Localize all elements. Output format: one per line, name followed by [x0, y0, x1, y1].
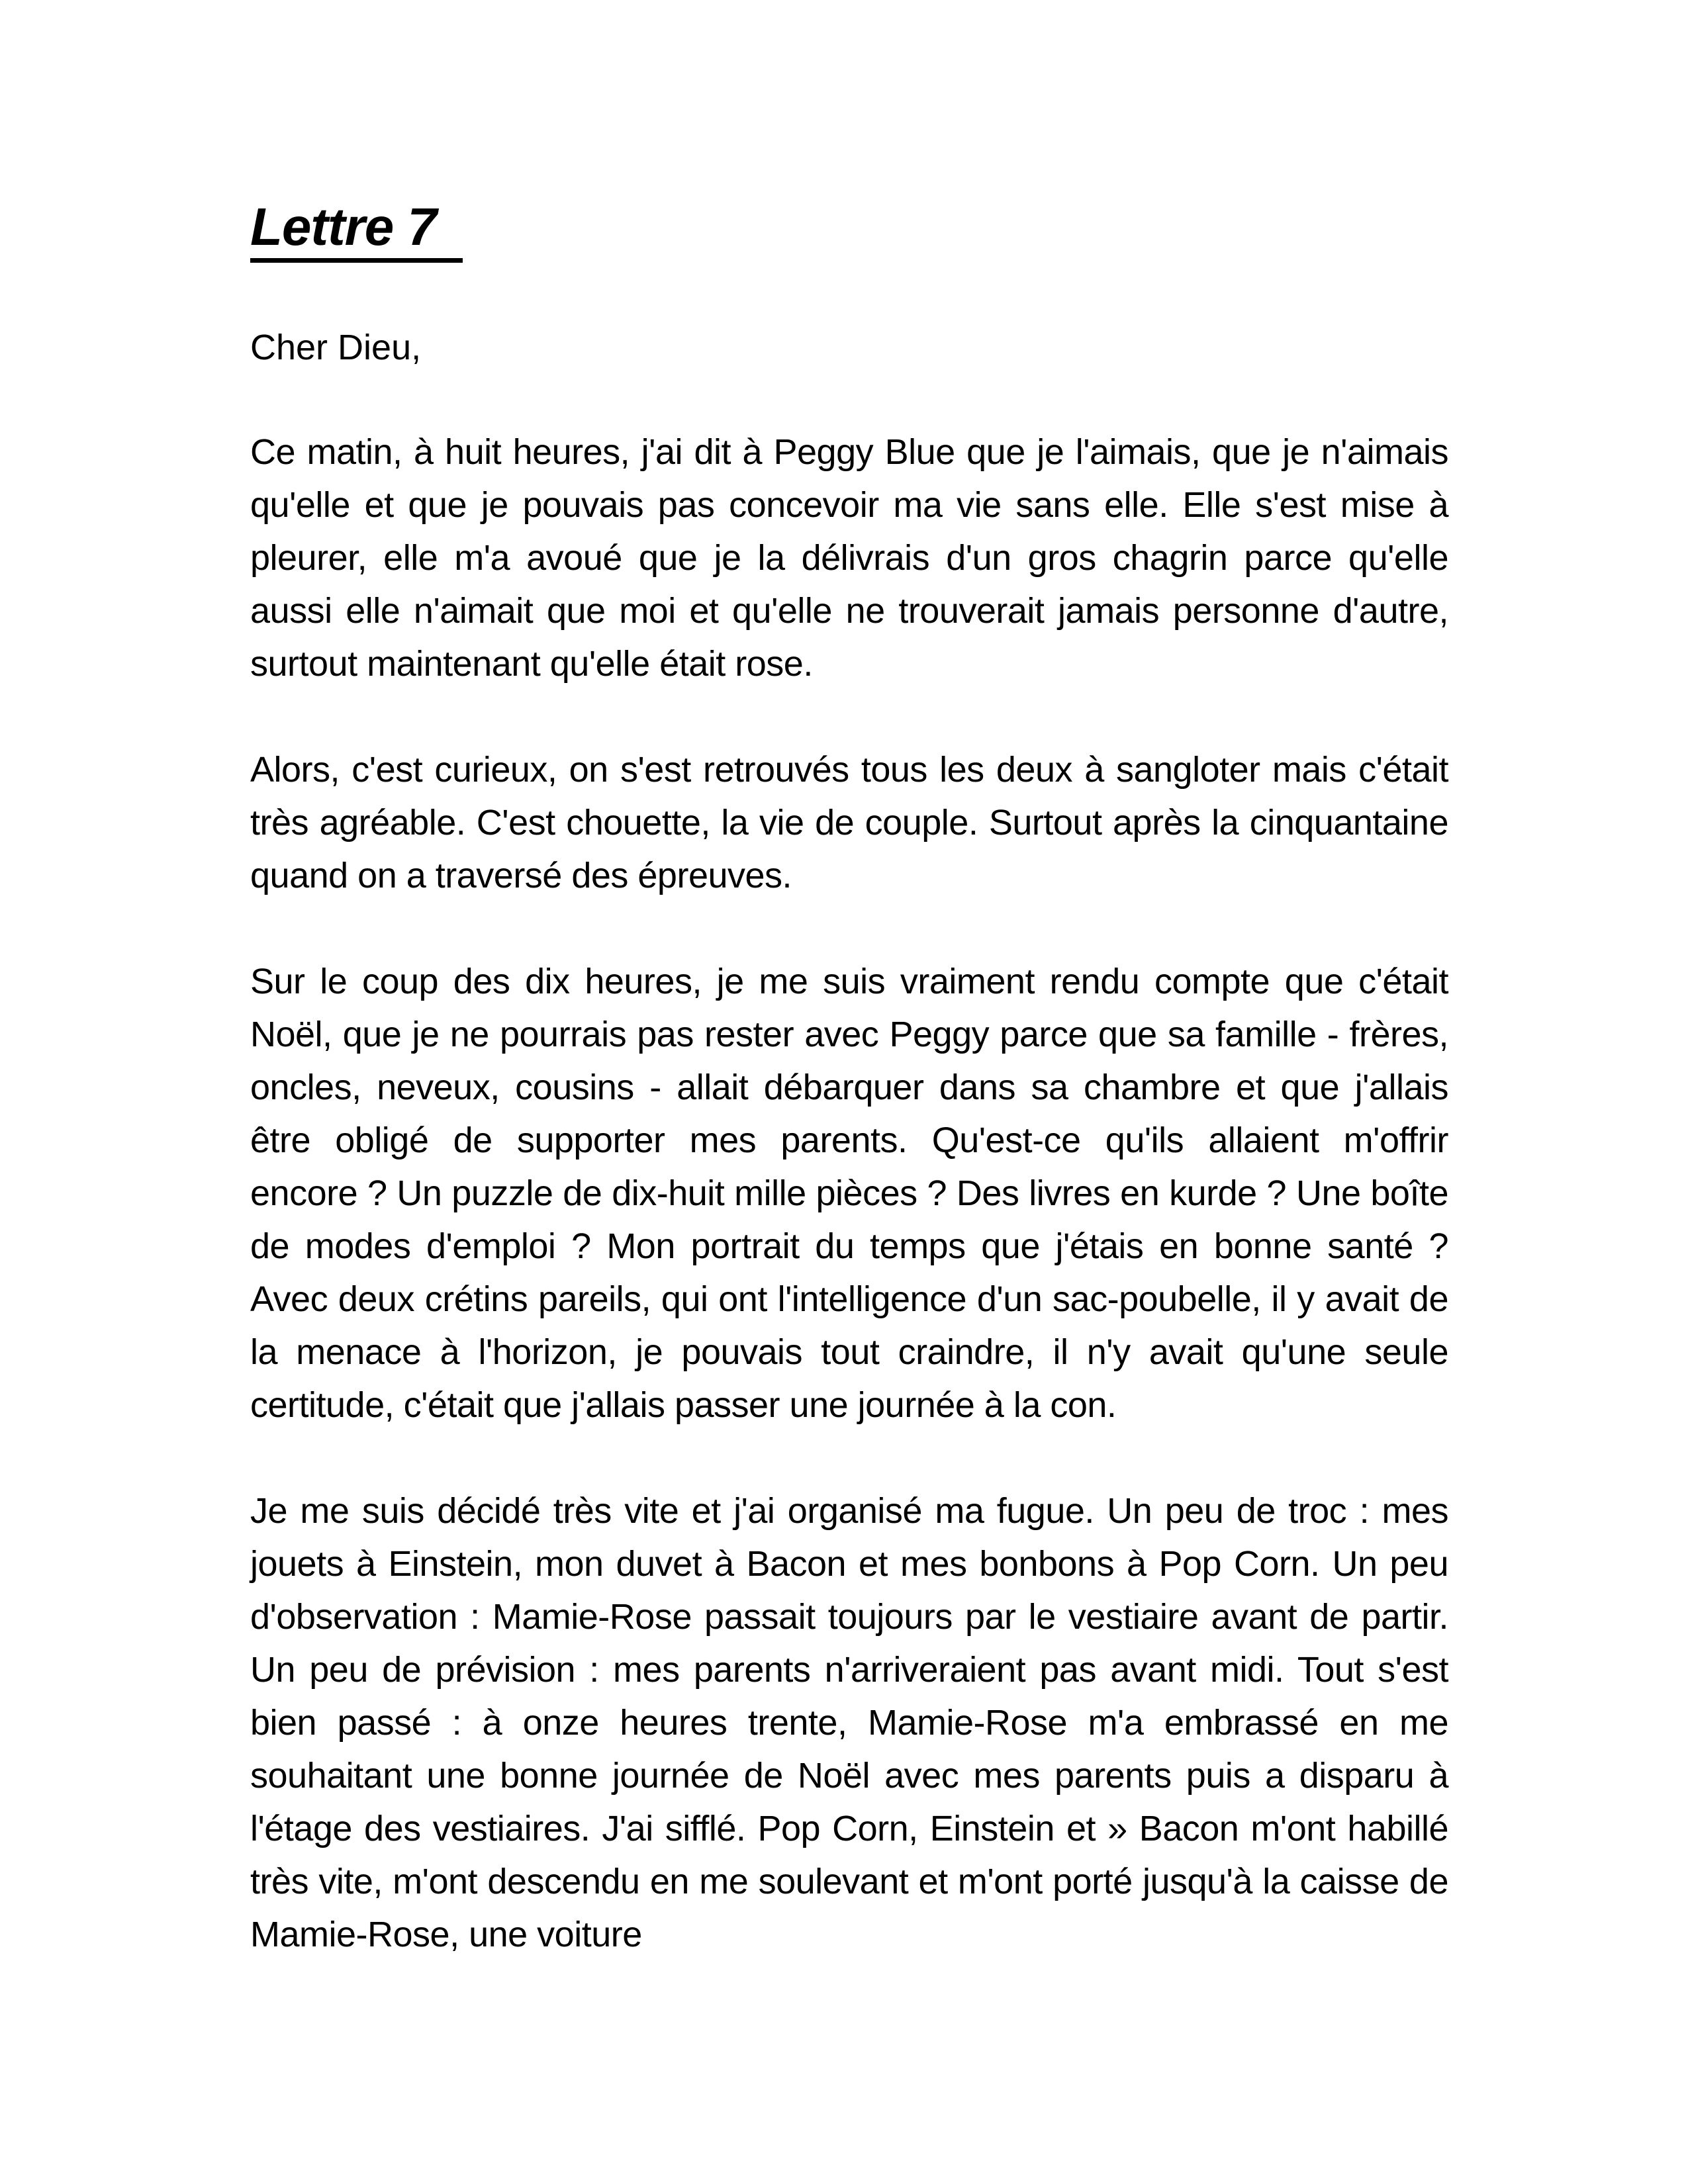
letter-content	[250, 197, 1448, 1961]
letter-salutation: Cher Dieu,	[250, 327, 422, 367]
letter-paragraph-1: Ce matin, à huit heures, j'ai dit à Peggy Blue que je l'aimais, que je n'aimais qu'elle et que je pouvais pas concevoir ma vie sans elle. Elle s'est mise à pleurer, elle m'a avoué que je la délivrais d'un gros chagrin parce qu'elle aussi elle n'aimait que moi et qu'elle ne trouverait jamais personne d'autre, surtout maintenant qu'elle était rose.	[250, 432, 1448, 684]
title-row	[250, 197, 1448, 321]
letter-paragraph-3: Sur le coup des dix heures, je me suis vraiment rendu compte que c'était Noël, que je ne pourrais pas rester avec Peggy parce que sa famille - frères, oncles, neveux, cousins - allait débarquer dans sa chambre et que j'allais être obligé de supporter mes parents. Qu'est-ce qu'ils allaient m'offrir encore ? Un puzzle de dix-huit mille pièces ? Des livres en kurde ? Une boîte de modes d'emploi ? Mon portrait du temps que j'étais en bonne santé ? Avec deux crétins pareils, qui ont l'intelligence d'un sac-poubelle, il y avait de la menace à l'horizon, je pouvais tout craindre, il n'y avait qu'une seule certitude, c'était que j'allais passer une journée à la con.	[250, 961, 1448, 1425]
letter-title: Lettre 7	[250, 197, 463, 263]
letter-paragraph-4: Je me suis décidé très vite et j'ai organisé ma fugue. Un peu de troc : mes jouets à Einstein, mon duvet à Bacon et mes bonbons à Pop Corn. Un peu d'observation : Mamie-Rose passait toujours par le vestiaire avant de partir. Un peu de prévision : mes parents n'arriveraient pas avant midi. Tout s'est bien passé : à onze heures trente, Mamie-Rose m'a embrassé en me souhaitant une bonne journée de Noël avec mes parents puis a disparu à l'étage des vestiaires. J'ai sifflé. Pop Corn, Einstein et » Bacon m'ont habillé très vite, m'ont descendu en me soulevant et m'ont porté jusqu'à la caisse de Mamie-Rose, une voiture	[250, 1490, 1448, 1954]
letter-paragraph-2: Alors, c'est curieux, on s'est retrouvés tous les deux à sangloter mais c'était très agréable. C'est chouette, la vie de couple. Surtout après la cinquantaine quand on a traversé des épreuves.	[250, 749, 1448, 895]
